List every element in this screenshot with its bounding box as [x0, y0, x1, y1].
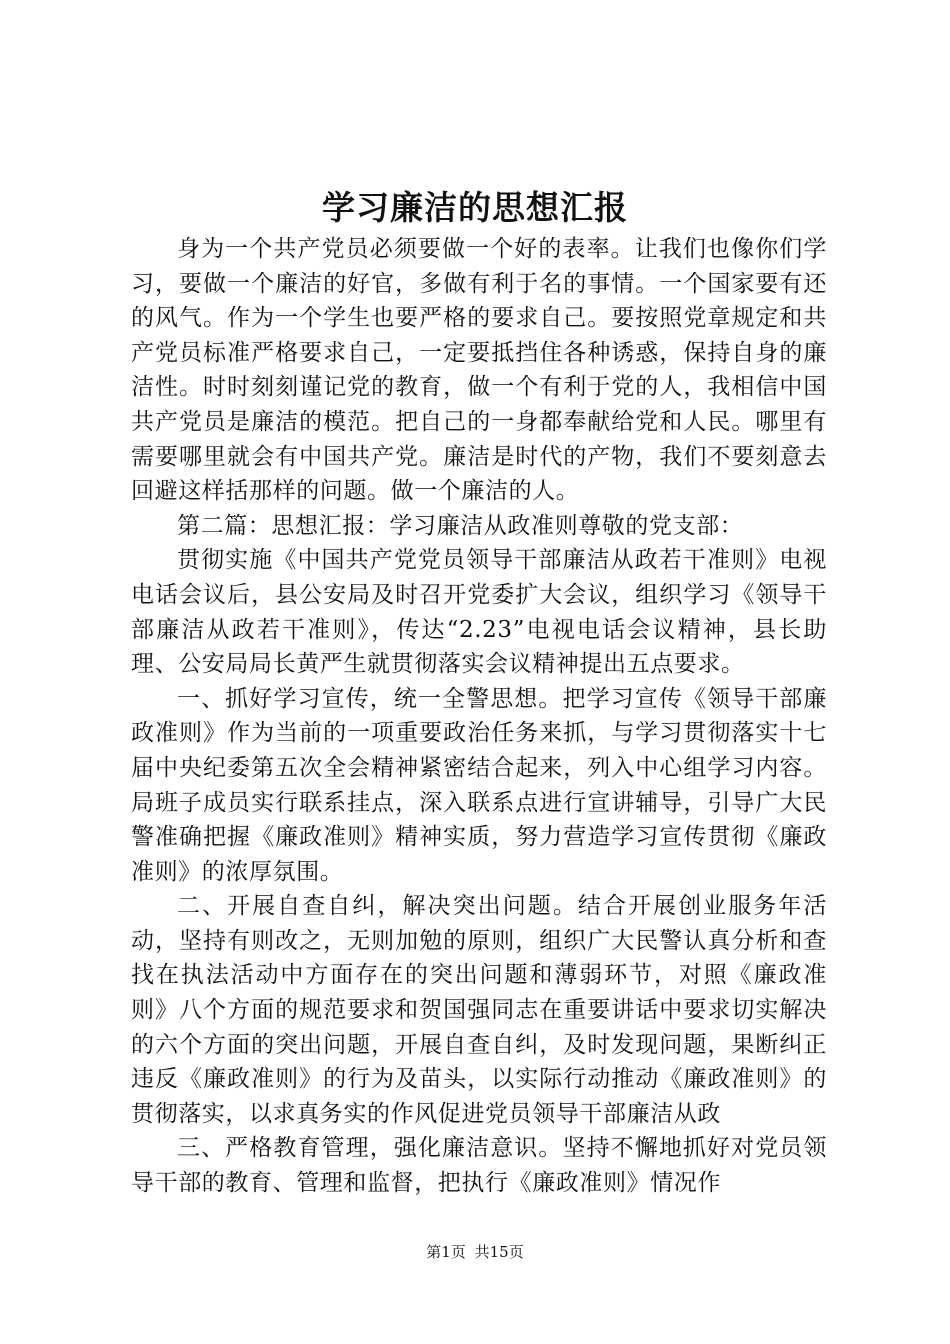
paragraph-point-three: 三、严格教育管理，强化廉洁意识。坚持不懈地抓好对党员领导干部的教育、管理和监督，把执行《廉政准则》情况作	[131, 1135, 827, 1197]
page-number: 第1页	[426, 1243, 466, 1261]
page-total: 共15页	[474, 1243, 524, 1261]
paragraph-point-one: 一、抓好学习宣传，统一全警思想。把学习宣传《领导干部廉政准则》作为当前的一项重要政治任务来抓，与学习贯彻落实十七届中央纪委第五次全会精神紧密结合起来，列入中心组学习内容。局班子成员实行联系挂点，深入联系点进行宣讲辅导，引导广大民警准确把握《廉政准则》精神实质，努力营造学习宣传贯彻《廉政准则》的浓厚氛围。	[131, 685, 827, 885]
page-footer	[0, 1242, 950, 1262]
paragraph-intro: 身为一个共产党员必须要做一个好的表率。让我们也像你们学习，要做一个廉洁的好官，多做有利于名的事情。一个国家要有还的风气。作为一个学生也要严格的要求自己。要按照党章规定和共产党员标准严格要求自己，一定要抵挡住各种诱惑，保持自身的廉洁性。时时刻刻谨记党的教育，做一个有利于党的人，我相信中国共产党员是廉洁的模范。把自己的一身都奉献给党和人民。哪里有需要哪里就会有中国共产党。廉洁是时代的产物，我们不要刻意去回避这样括那样的问题。做一个廉洁的人。	[131, 236, 827, 505]
paragraph-section-heading: 第二篇：思想汇报：学习廉洁从政准则尊敬的党支部：	[177, 512, 744, 539]
paragraph-point-two: 二、开展自查自纠，解决突出问题。结合开展创业服务年活动，坚持有则改之，无则加勉的原则，组织广大民警认真分析和查找在执法活动中方面存在的突出问题和薄弱环节，对照《廉政准则》八个方面的规范要求和贺国强同志在重要讲话中要求切实解决的六个方面的突出问题，开展自查自纠，及时发现问题，果断纠正违反《廉政准则》的行为及苗头，以实际行动推动《廉政准则》的贯彻落实，以求真务实的作风促进党员领导干部廉洁从政	[131, 893, 827, 1127]
paragraph-implementation: 贯彻实施《中国共产党党员领导干部廉洁从政若干准则》电视电话会议后，县公安局及时召开党委扩大会议，组织学习《领导干部廉洁从政若干准则》，传达“2.23”电视电话会议精神，县长助理、公安局局长黄严生就贯彻落实会议精神提出五点要求。	[131, 547, 827, 678]
document-title: 学习廉洁的思想汇报	[322, 188, 628, 227]
document-body	[131, 232, 827, 1201]
